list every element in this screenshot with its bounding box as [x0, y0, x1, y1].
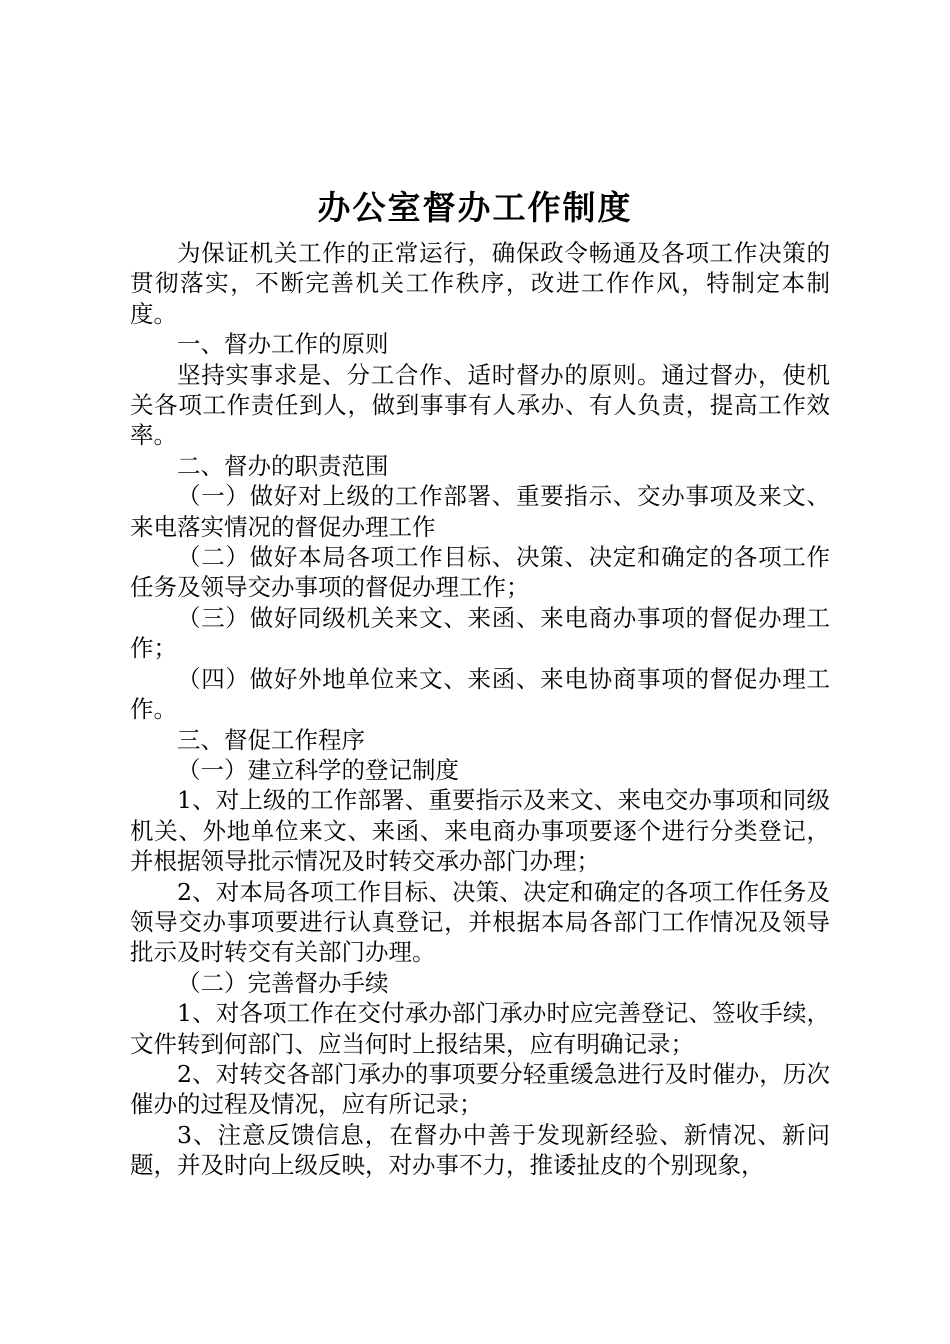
document-title: 办公室督办工作制度 — [317, 188, 633, 227]
list-item: 3、注意反馈信息，在督办中善于发现新经验、新情况、新问题，并及时向上级反映，对办事不力，推诿扯皮的个别现象， — [130, 1120, 830, 1180]
body-paragraph: 坚持实事求是、分工合作、适时督办的原则。通过督办，使机关各项工作责任到人，做到事事有人承办、有人负责，提高工作效率。 — [130, 360, 830, 450]
list-item: （一）做好对上级的工作部署、重要指示、交办事项及来文、来电落实情况的督促办理工作 — [130, 482, 830, 541]
list-item: （三）做好同级机关来文、来函、来电商办事项的督促办理工作； — [130, 603, 830, 663]
subsection-heading: （一）建立科学的登记制度 — [177, 755, 459, 784]
document-body — [130, 238, 830, 1181]
list-item: 1、对上级的工作部署、重要指示及来文、来电交办事项和同级机关、外地单位来文、来函、来电商办事项要逐个进行分类登记，并根据领导批示情况及时转交承办部门办理； — [130, 786, 830, 876]
list-item: 1、对各项工作在交付承办部门承办时应完善登记、签收手续，文件转到何部门、应当何时上报结果，应有明确记录； — [130, 999, 830, 1058]
section-heading-3: 三、督促工作程序 — [177, 725, 365, 754]
list-item: （二）做好本局各项工作目标、决策、决定和确定的各项工作任务及领导交办事项的督促办理工作； — [130, 543, 830, 602]
list-item: 2、对转交各部门承办的事项要分轻重缓急进行及时催办，历次催办的过程及情况，应有所记录； — [130, 1059, 830, 1119]
section-heading-1: 一、督办工作的原则 — [177, 330, 389, 359]
subsection-heading: （二）完善督办手续 — [177, 968, 389, 997]
section-heading-2: 二、督办的职责范围 — [177, 451, 389, 480]
list-item: 2、对本局各项工作目标、决策、决定和确定的各项工作任务及领导交办事项要进行认真登记，并根据本局各部门工作情况及领导批示及时转交有关部门办理。 — [130, 877, 830, 967]
list-item: （四）做好外地单位来文、来函、来电协商事项的督促办理工作。 — [130, 664, 830, 724]
intro-paragraph: 为保证机关工作的正常运行，确保政令畅通及各项工作决策的贯彻落实，不断完善机关工作秩序，改进工作作风，特制定本制度。 — [130, 239, 830, 328]
